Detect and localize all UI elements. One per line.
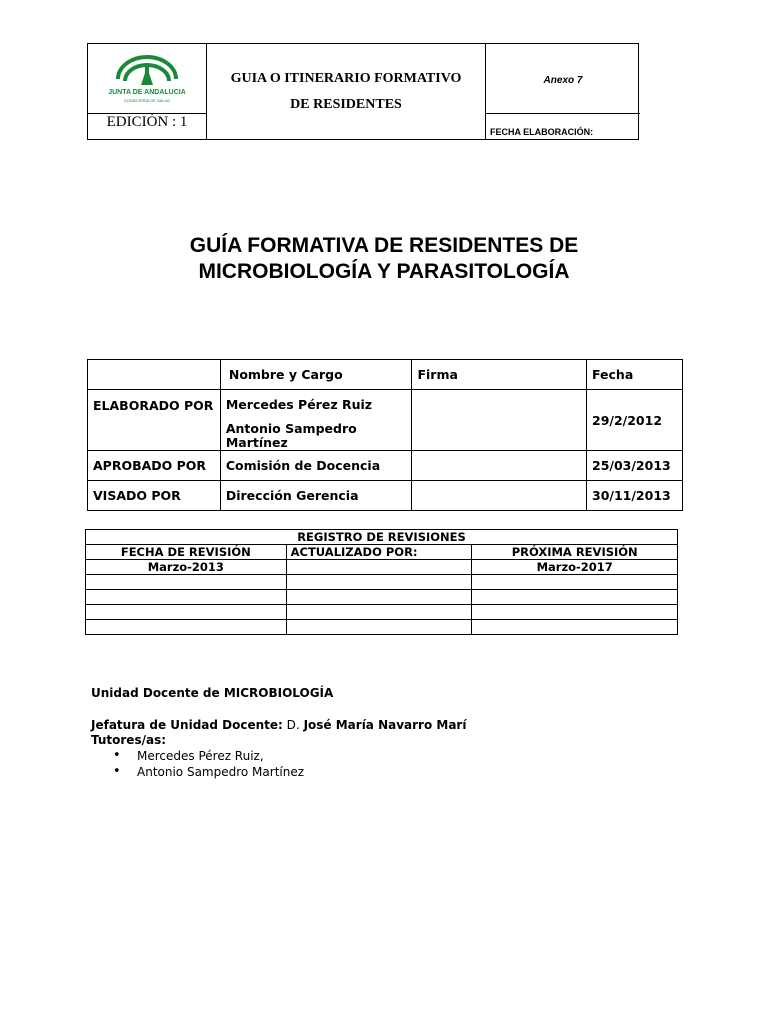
header-cell-next-revision: PRÓXIMA REVISIÓN [472, 545, 678, 560]
cell: Marzo-2013 [86, 560, 287, 575]
cell [472, 605, 678, 620]
header-cell-revision-date: FECHA DE REVISIÓN [86, 545, 287, 560]
header-cell-date: Fecha [587, 360, 683, 390]
header-title-line2: DE RESIDENTES [290, 97, 402, 112]
unit-head-label: Jefatura de Unidad Docente: [91, 718, 283, 732]
table-row [86, 620, 678, 635]
cell [86, 575, 287, 590]
date-elaboration-label: FECHA ELABORACIÓN: [490, 127, 594, 137]
cell [472, 575, 678, 590]
header-cell-empty [88, 360, 221, 390]
cell [286, 560, 472, 575]
cell [286, 620, 472, 635]
row-role: VISADO POR [88, 481, 221, 511]
name-entry: Antonio Sampedro Martínez [225, 421, 357, 450]
unit-head-name: José María Navarro Marí [303, 718, 467, 732]
table-row [86, 560, 678, 575]
unit-head-prefix: D. [286, 718, 300, 732]
row-names: Dirección Gerencia [220, 481, 412, 511]
cell [86, 620, 287, 635]
table-header-row [86, 545, 678, 560]
header-cell-updated-by: ACTUALIZADO POR: [286, 545, 472, 560]
row-date: 25/03/2013 [587, 451, 683, 481]
row-role: APROBADO POR [88, 451, 221, 481]
signature-table [87, 359, 683, 511]
table-row [86, 575, 678, 590]
page-title-line1: GUÍA FORMATIVA DE RESIDENTES DE [189, 234, 579, 257]
tutors-label: Tutores/as: [91, 733, 167, 747]
page-title-line2: MICROBIOLOGÍA Y PARASITOLOGÍA [198, 260, 570, 283]
header-cell-signature: Firma [412, 360, 587, 390]
unit-label: Unidad Docente de MICROBIOLOGÍA [91, 686, 334, 700]
row-date: 29/2/2012 [587, 390, 683, 451]
page-title [0, 233, 768, 285]
row-signature [412, 451, 587, 481]
annex-label: Anexo 7 [543, 75, 583, 86]
row-signature [412, 390, 587, 451]
header-title-line1: GUIA O ITINERARIO FORMATIVO [230, 71, 462, 86]
logo-subtext: CONSEJERÍA DE SALUD [123, 98, 171, 103]
cell [472, 590, 678, 605]
row-role: ELABORADO POR [88, 390, 221, 451]
revisions-title: REGISTRO DE REVISIONES [86, 530, 678, 545]
row-names [220, 390, 412, 451]
cell [286, 605, 472, 620]
junta-andalucia-logo [100, 49, 194, 107]
header-cell-name: Nombre y Cargo [220, 360, 412, 390]
cell [286, 590, 472, 605]
table-row [86, 605, 678, 620]
table-row [88, 481, 683, 511]
revisions-table [85, 529, 678, 635]
document-header [87, 43, 639, 140]
table-row [88, 390, 683, 451]
name-entry: Mercedes Pérez Ruiz [225, 397, 373, 412]
tutors-list [113, 748, 304, 780]
cell [86, 590, 287, 605]
cell: Marzo-2017 [472, 560, 678, 575]
table-row [88, 451, 683, 481]
row-signature [412, 481, 587, 511]
edition-label: EDICIÓN : 1 [106, 114, 188, 130]
logo-text: JUNTA DE ANDALUCIA [108, 89, 186, 96]
table-header-row [88, 360, 683, 390]
list-item: • Antonio Sampedro Martínez [113, 764, 304, 780]
row-names: Comisión de Docencia [220, 451, 412, 481]
table-row [86, 590, 678, 605]
cell [286, 575, 472, 590]
unit-head [91, 718, 466, 732]
list-item: • Mercedes Pérez Ruiz, [113, 748, 304, 764]
cell [472, 620, 678, 635]
cell [86, 605, 287, 620]
row-date: 30/11/2013 [587, 481, 683, 511]
